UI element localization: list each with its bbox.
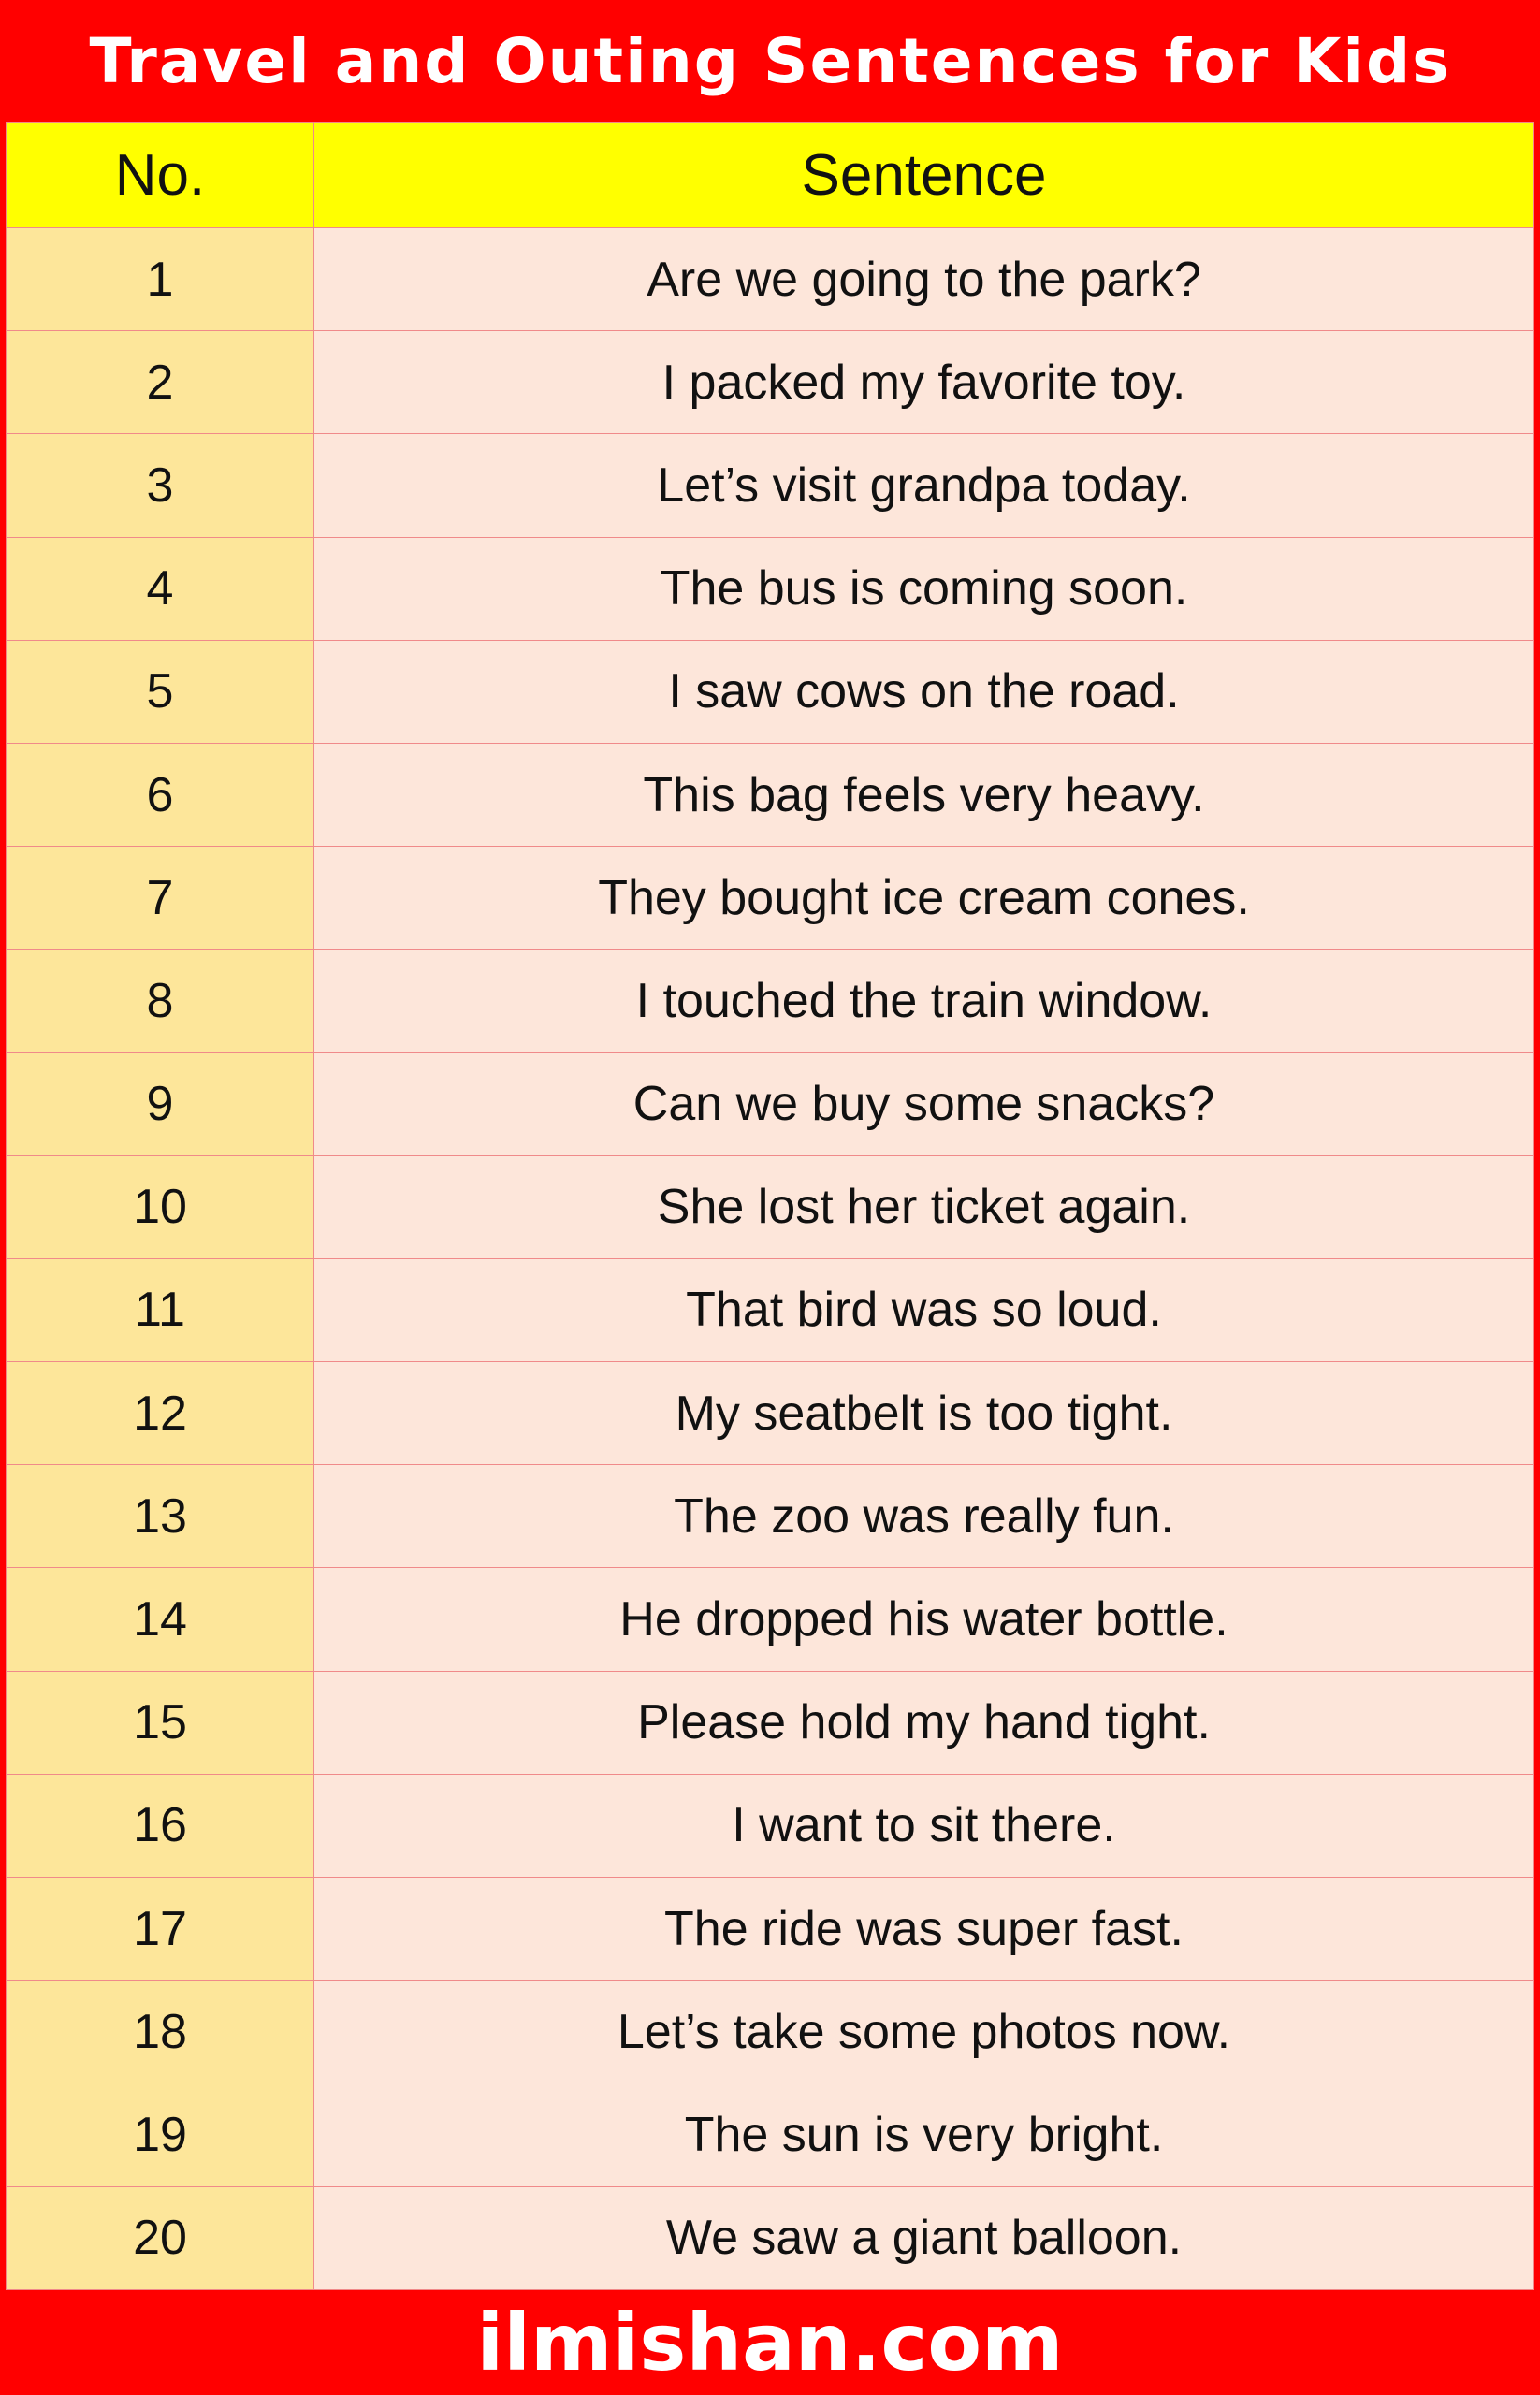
row-sentence: I saw cows on the road. (314, 640, 1534, 743)
row-sentence: The zoo was really fun. (314, 1465, 1534, 1568)
row-number: 1 (7, 228, 314, 331)
row-number: 12 (7, 1362, 314, 1465)
table-row (7, 1568, 1534, 1671)
row-sentence: Can we buy some snacks? (314, 1052, 1534, 1155)
row-number: 3 (7, 434, 314, 537)
row-number: 8 (7, 950, 314, 1052)
row-sentence: This bag feels very heavy. (314, 743, 1534, 846)
row-sentence: The sun is very bright. (314, 2083, 1534, 2186)
table-row (7, 1671, 1534, 1774)
row-sentence: She lost her ticket again. (314, 1155, 1534, 1258)
row-sentence: The ride was super fast. (314, 1878, 1534, 1981)
table-row (7, 1878, 1534, 1981)
sentence-table (6, 122, 1534, 2290)
table-row (7, 331, 1534, 434)
row-number: 9 (7, 1052, 314, 1155)
row-number: 19 (7, 2083, 314, 2186)
table-row (7, 1258, 1534, 1361)
row-sentence: My seatbelt is too tight. (314, 1362, 1534, 1465)
row-sentence: Let’s visit grandpa today. (314, 434, 1534, 537)
table-row (7, 1362, 1534, 1465)
sentence-table-wrap (6, 122, 1534, 2290)
row-sentence: I want to sit there. (314, 1774, 1534, 1877)
row-sentence: We saw a giant balloon. (314, 2186, 1534, 2289)
row-number: 15 (7, 1671, 314, 1774)
row-number: 5 (7, 640, 314, 743)
table-row (7, 434, 1534, 537)
row-number: 13 (7, 1465, 314, 1568)
row-sentence: That bird was so loud. (314, 1258, 1534, 1361)
row-number: 11 (7, 1258, 314, 1361)
site-footer: ilmishan.com (476, 2297, 1064, 2388)
row-number: 4 (7, 537, 314, 640)
row-number: 17 (7, 1878, 314, 1981)
row-number: 18 (7, 1981, 314, 2083)
row-number: 6 (7, 743, 314, 846)
row-number: 14 (7, 1568, 314, 1671)
row-sentence: He dropped his water bottle. (314, 1568, 1534, 1671)
page-title: Travel and Outing Sentences for Kids (89, 24, 1451, 97)
row-sentence: Are we going to the park? (314, 228, 1534, 331)
row-number: 16 (7, 1774, 314, 1877)
table-row (7, 1774, 1534, 1877)
table-row (7, 950, 1534, 1052)
table-row (7, 1155, 1534, 1258)
table-body (7, 228, 1534, 2290)
column-header-number: No. (7, 123, 314, 228)
row-sentence: The bus is coming soon. (314, 537, 1534, 640)
row-sentence: I touched the train window. (314, 950, 1534, 1052)
table-row (7, 847, 1534, 950)
table-row (7, 2186, 1534, 2289)
row-sentence: Let’s take some photos now. (314, 1981, 1534, 2083)
table-row (7, 228, 1534, 331)
row-number: 10 (7, 1155, 314, 1258)
table-row (7, 2083, 1534, 2186)
table-row (7, 1465, 1534, 1568)
row-number: 20 (7, 2186, 314, 2289)
table-header-row (7, 123, 1534, 228)
row-sentence: They bought ice cream cones. (314, 847, 1534, 950)
row-sentence: I packed my favorite toy. (314, 331, 1534, 434)
row-sentence: Please hold my hand tight. (314, 1671, 1534, 1774)
column-header-sentence: Sentence (314, 123, 1534, 228)
table-row (7, 743, 1534, 846)
row-number: 2 (7, 331, 314, 434)
table-row (7, 640, 1534, 743)
table-row (7, 1981, 1534, 2083)
table-row (7, 537, 1534, 640)
table-row (7, 1052, 1534, 1155)
row-number: 7 (7, 847, 314, 950)
